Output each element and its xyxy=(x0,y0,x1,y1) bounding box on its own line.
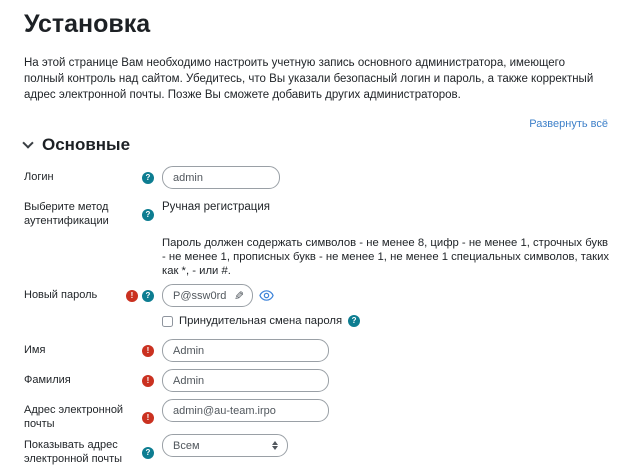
login-input[interactable] xyxy=(162,166,280,189)
new-password-input[interactable] xyxy=(173,290,229,302)
lastname-input[interactable] xyxy=(162,369,329,392)
expand-all-link[interactable]: Развернуть всё xyxy=(529,118,608,130)
password-unmask-eye-icon[interactable] xyxy=(259,289,274,302)
lastname-label: Фамилия xyxy=(24,374,71,386)
email-input[interactable] xyxy=(162,399,329,422)
expand-all-row xyxy=(24,118,608,130)
form-row-new-password xyxy=(24,284,608,307)
force-password-change-label: Принудительная смена пароля xyxy=(179,315,343,327)
required-icon: ! xyxy=(126,290,138,302)
form-row-email xyxy=(24,399,608,431)
help-icon[interactable]: ? xyxy=(142,447,154,459)
required-icon: ! xyxy=(142,412,154,424)
force-password-change-checkbox[interactable] xyxy=(162,316,173,327)
page-title: Установка xyxy=(24,10,151,38)
email-label: Адрес электронной почты xyxy=(24,404,124,430)
password-policy-hint: Пароль должен содержать символов - не менее 8, цифр - не менее 1, строчных букв - не менее 1, прописных букв - не менее 1, не менее 1 специальных символов, таких как *, - или #. xyxy=(162,237,610,277)
form-row-firstname xyxy=(24,339,608,362)
firstname-input[interactable] xyxy=(162,339,329,362)
section-header-general[interactable] xyxy=(24,135,608,155)
login-label: Логин xyxy=(24,171,54,183)
form-row-email-visibility xyxy=(24,434,608,466)
email-visibility-selected-value: Всем xyxy=(173,439,200,452)
help-icon[interactable]: ? xyxy=(142,172,154,184)
chevron-down-icon xyxy=(22,137,33,148)
auth-method-value: Ручная регистрация xyxy=(162,201,271,213)
select-arrows-icon xyxy=(272,441,278,450)
help-icon[interactable]: ? xyxy=(348,315,360,327)
edit-pencil-icon: ✎ xyxy=(234,288,245,303)
form-row-force-password-change xyxy=(162,315,608,327)
help-icon[interactable]: ? xyxy=(142,290,154,302)
email-visibility-label: Показывать адрес электронной почты xyxy=(24,439,123,465)
help-icon[interactable]: ? xyxy=(142,209,154,221)
form-row-login xyxy=(24,166,608,189)
email-visibility-select[interactable] xyxy=(162,434,288,457)
auth-method-label: Выберите метод аутентификации xyxy=(24,201,109,227)
form-row-lastname xyxy=(24,369,608,392)
required-icon: ! xyxy=(142,345,154,357)
section-title: Основные xyxy=(42,135,131,154)
password-field-box xyxy=(162,284,253,307)
admin-account-form xyxy=(24,166,608,466)
new-password-label: Новый пароль xyxy=(24,289,98,301)
required-icon: ! xyxy=(142,375,154,387)
intro-text: На этой странице Вам необходимо настроить учетную запись основного администратора, имеющего полный контроль над сайтом. Убедитесь, что Вы указали безопасный логин и пароль, а также корректный адрес электронной почты. Позже Вы сможете добавить других администраторов. xyxy=(24,57,594,101)
firstname-label: Имя xyxy=(24,344,46,356)
form-row-auth-method xyxy=(24,196,608,228)
